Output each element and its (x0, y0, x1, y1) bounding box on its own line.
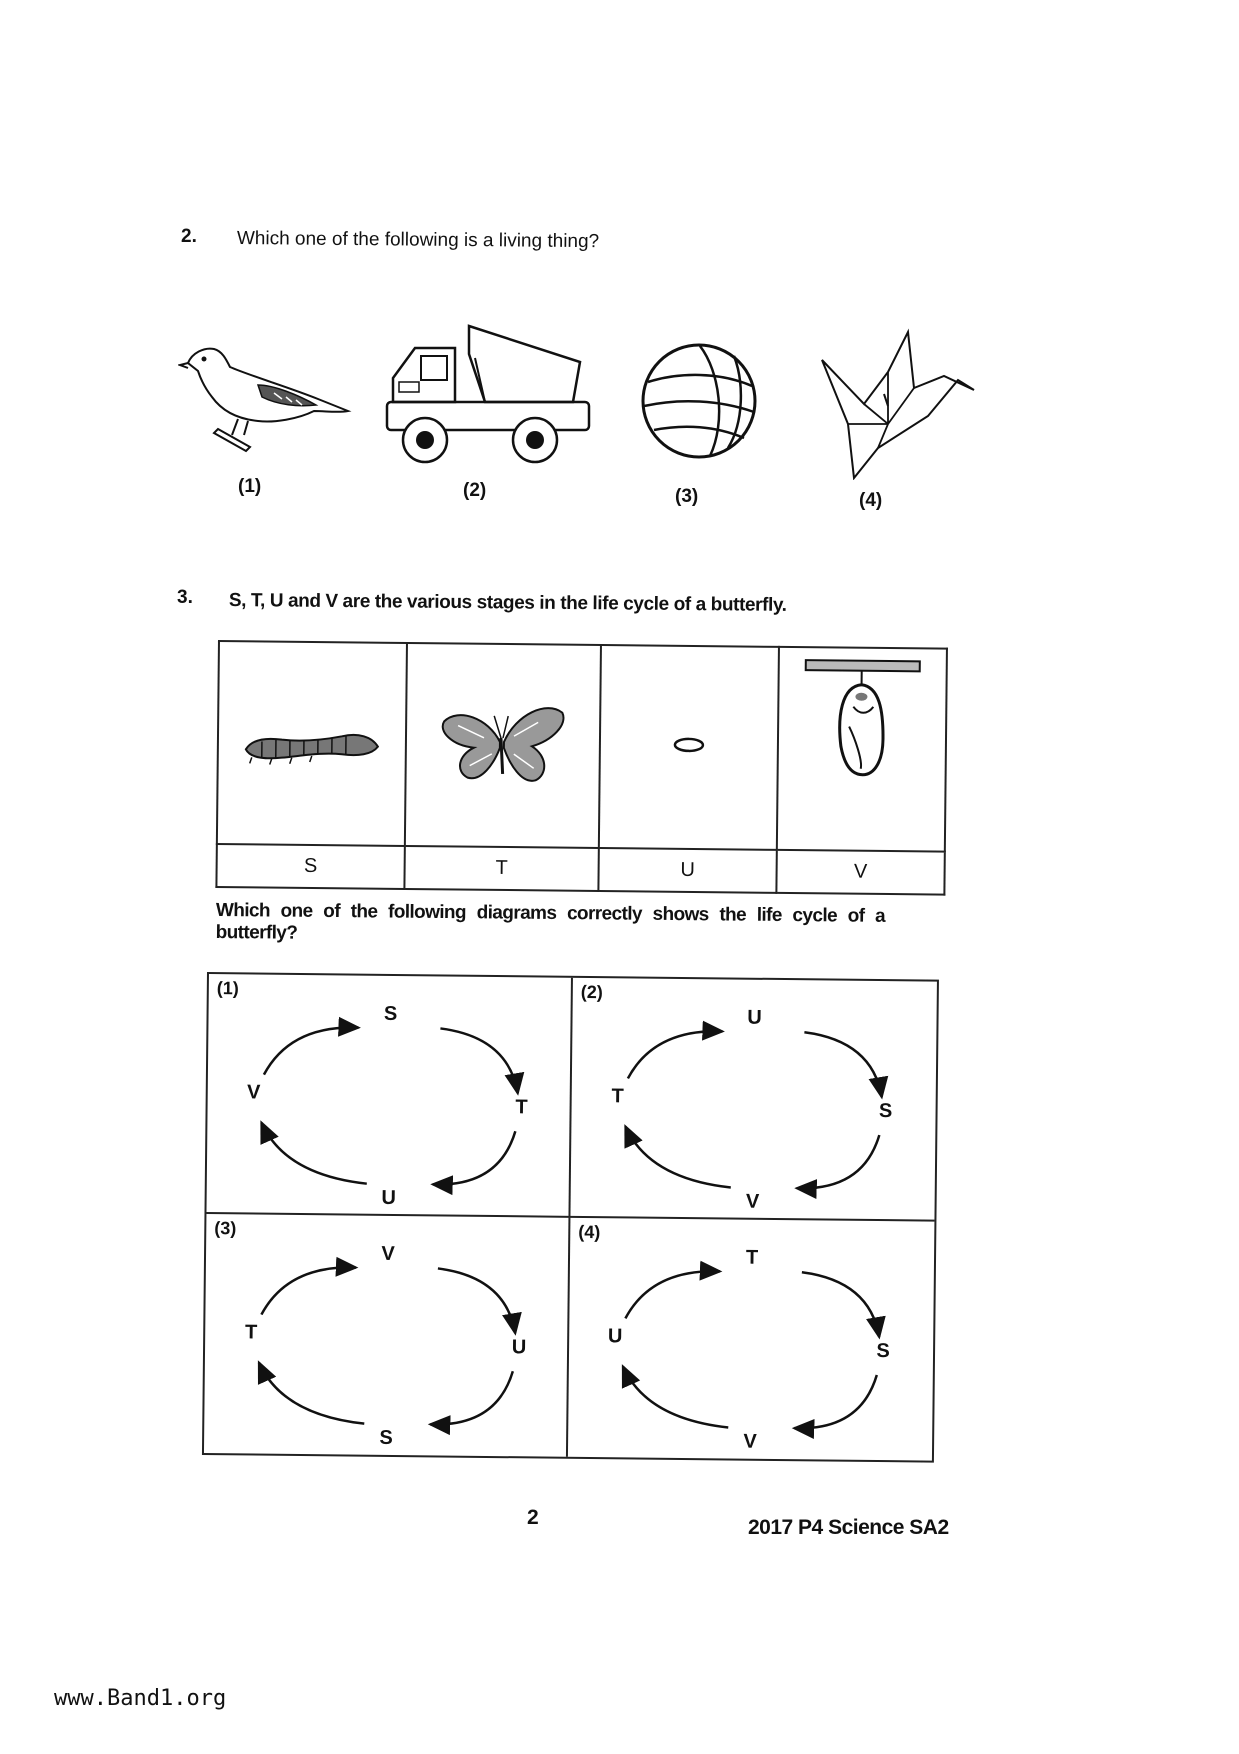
cycle-arrow-top-left (625, 1270, 719, 1319)
stage-label: T (404, 846, 598, 891)
cycle-arrow-bottom-right (797, 1134, 880, 1189)
cycle-arrow-bottom-left (258, 1362, 365, 1423)
stage-label: S (216, 844, 404, 889)
cycle-stage-top: S (383, 1002, 398, 1025)
toy-truck-icon (385, 318, 600, 473)
life-cycle-stage-table (215, 640, 948, 896)
cycle-arrow-top-left (264, 1027, 358, 1076)
option-tag: (4) (578, 1221, 601, 1242)
option-tag: (1) (216, 978, 239, 999)
cycle-option-2[interactable] (570, 978, 936, 1221)
ball-icon (640, 342, 758, 460)
cycle-stage-left: V (246, 1081, 261, 1104)
cycle-stage-right: S (878, 1100, 893, 1123)
question-2-number: 2. (181, 226, 197, 247)
cycle-stage-left: T (245, 1320, 258, 1344)
stage-picture-cell (599, 645, 779, 850)
cycle-option-4[interactable] (568, 1217, 934, 1460)
stage-label: U (598, 848, 776, 893)
cycle-option-3[interactable] (204, 1214, 570, 1457)
cycle-stage-top: V (381, 1242, 395, 1265)
life-cycle-diagram (204, 1214, 570, 1458)
cycle-stage-left: U (607, 1324, 623, 1347)
cycle-options-grid (202, 972, 939, 1463)
cycle-stage-right: U (511, 1335, 527, 1358)
stage-picture-cell (777, 647, 947, 852)
cycle-arrow-top-right (440, 1028, 519, 1093)
question-3-text: S, T, U and V are the various stages in the life cycle of a butterfly. (228, 590, 787, 616)
question-3-prompt: Which one of the following diagrams correctly shows the life cycle of a butterfly? (215, 900, 886, 944)
cycle-stage-left: T (611, 1085, 624, 1108)
option-tag: (3) (214, 1217, 237, 1238)
paper-title: 2017 P4 Science SA2 (748, 1516, 949, 1539)
pupa-icon (797, 656, 928, 787)
cycle-stage-bottom: V (743, 1430, 757, 1453)
cycle-stage-top: T (745, 1246, 759, 1269)
life-cycle-diagram (568, 1217, 934, 1461)
paper-crane-icon (818, 328, 978, 480)
cycle-arrow-top-left (628, 1030, 722, 1079)
question-3-number: 3. (177, 587, 193, 608)
cycle-arrow-bottom-right (433, 1130, 516, 1185)
option-label: (3) (675, 486, 699, 507)
cycle-arrow-top-right (804, 1032, 883, 1097)
option-label: (1) (238, 476, 262, 497)
cycle-arrow-bottom-left (625, 1126, 732, 1187)
option-label: (2) (463, 480, 487, 501)
egg-icon (669, 735, 709, 755)
life-cycle-diagram (570, 978, 936, 1222)
bird-icon (178, 335, 353, 455)
option-label: (4) (859, 490, 883, 511)
cycle-stage-bottom: S (379, 1426, 393, 1449)
page-number: 2 (527, 1506, 539, 1529)
caterpillar-icon (242, 715, 383, 766)
cycle-stage-top: U (747, 1006, 762, 1029)
cycle-stage-right: T (515, 1096, 528, 1119)
cycle-arrow-bottom-right (794, 1374, 877, 1429)
question-2-text: Which one of the following is a living thing? (236, 228, 600, 253)
watermark-url: www.Band1.org (54, 1686, 227, 1711)
life-cycle-diagram (206, 974, 572, 1218)
cycle-arrow-bottom-left (622, 1366, 729, 1427)
cycle-arrow-top-right (437, 1268, 516, 1333)
cycle-arrow-bottom-left (261, 1123, 368, 1184)
cycle-arrow-bottom-right (430, 1370, 513, 1425)
cycle-stage-bottom: V (745, 1190, 760, 1213)
cycle-arrow-top-left (261, 1266, 355, 1315)
cycle-option-1[interactable] (206, 974, 572, 1217)
cycle-stage-right: S (876, 1339, 890, 1362)
option-tag: (2) (580, 981, 603, 1003)
stage-picture-cell (217, 641, 407, 846)
butterfly-icon (437, 697, 568, 788)
cycle-stage-bottom: U (381, 1186, 396, 1209)
stage-label: V (776, 850, 944, 895)
stage-picture-cell (405, 643, 601, 848)
cycle-arrow-top-right (801, 1272, 880, 1337)
